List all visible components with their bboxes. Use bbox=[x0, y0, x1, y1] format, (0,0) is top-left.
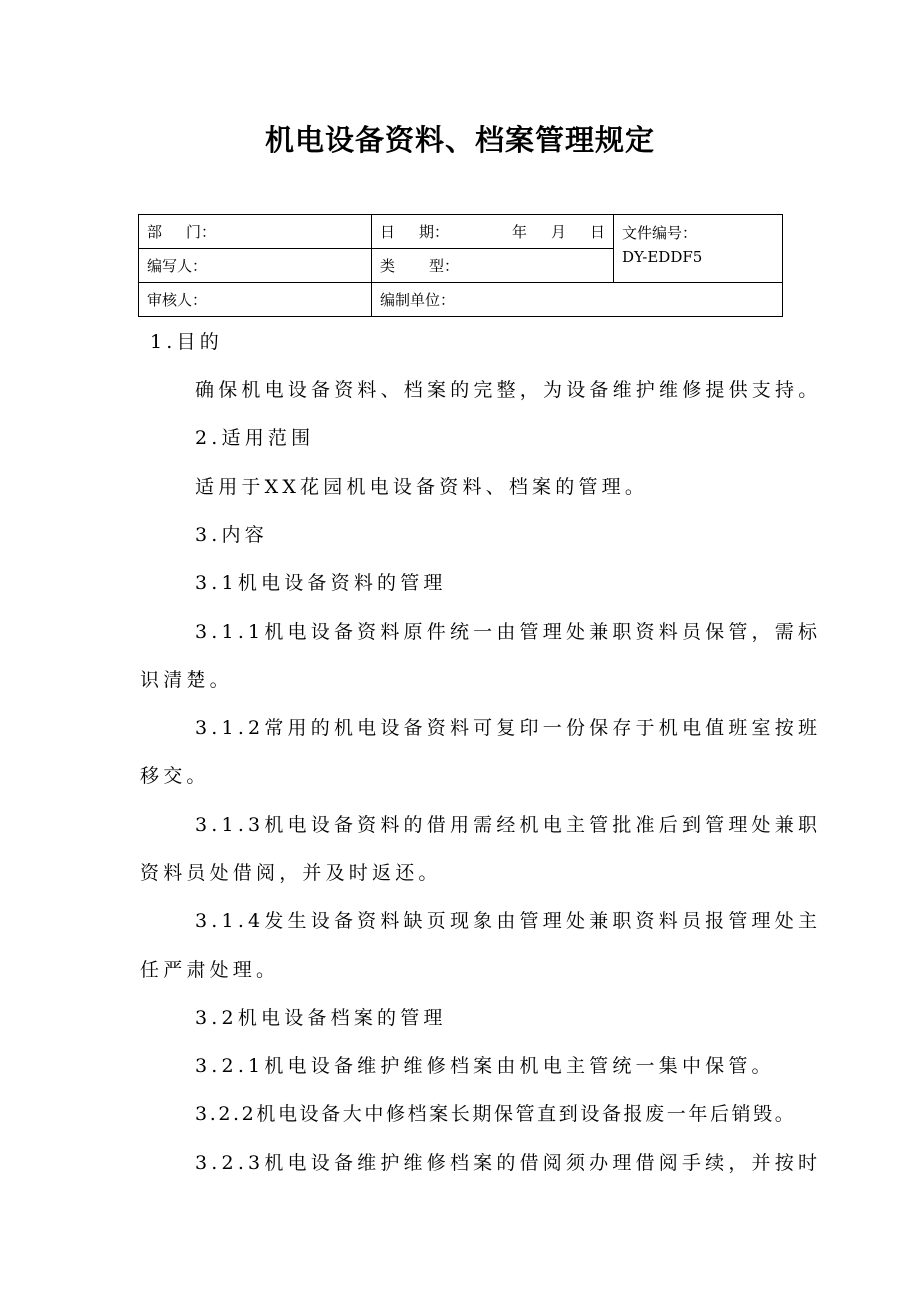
date-day: 日 bbox=[589, 223, 605, 241]
section-1-text: 确保机电设备资料、档案的完整，为设备维护维修提供支持。 bbox=[195, 379, 822, 401]
date-label-suffix: 期： bbox=[419, 223, 450, 241]
unit-cell bbox=[372, 283, 783, 317]
writer-cell bbox=[139, 249, 372, 283]
section-3-heading: 3.内容 bbox=[195, 524, 268, 546]
type-cell bbox=[372, 249, 614, 283]
date-label: 日 bbox=[380, 223, 396, 241]
doc-number-cell bbox=[614, 215, 783, 283]
clause-3-1-3-line-2: 资料员处借阅，并及时返还。 bbox=[140, 862, 442, 884]
doc-number-value: DY-EDDF5 bbox=[622, 248, 703, 266]
clause-3-1-2-line-2: 移交。 bbox=[140, 765, 210, 787]
unit-label: 编制单位： bbox=[380, 291, 456, 309]
type-label: 类 bbox=[380, 257, 396, 275]
document-info-table bbox=[138, 214, 783, 317]
reviewer-label: 审核人： bbox=[147, 291, 208, 309]
dept-label: 部 bbox=[147, 223, 163, 241]
reviewer-cell bbox=[139, 283, 372, 317]
clause-3-1-1-line-2: 识清楚。 bbox=[140, 669, 233, 691]
clause-3-2-2: 3.2.2机电设备大中修档案长期保管直到设备报废一年后销毁。 bbox=[195, 1103, 797, 1125]
date-month: 月 bbox=[550, 223, 566, 241]
type-label-suffix: 型： bbox=[429, 257, 460, 275]
doc-number-label: 文件编号： bbox=[622, 224, 698, 242]
clause-3-1-4-line-2: 任严肃处理。 bbox=[140, 959, 280, 981]
date-cell bbox=[372, 215, 614, 249]
document-title: 机电设备资料、档案管理规定 bbox=[264, 123, 655, 157]
section-3-2-heading: 3.2机电设备档案的管理 bbox=[195, 1007, 447, 1029]
clause-3-1-2-line-1: 3.1.2常用的机电设备资料可复印一份保存于机电值班室按班 bbox=[195, 717, 822, 739]
writer-label: 编写人： bbox=[147, 257, 208, 275]
section-2-heading: 2.适用范围 bbox=[195, 427, 315, 449]
dept-label-suffix: 门： bbox=[186, 223, 217, 241]
section-1-heading: 1.目的 bbox=[150, 331, 223, 353]
clause-3-1-3-line-1: 3.1.3机电设备资料的借用需经机电主管批准后到管理处兼职 bbox=[195, 814, 822, 836]
date-year: 年 bbox=[511, 223, 527, 241]
clause-3-2-1: 3.2.1机电设备维护维修档案由机电主管统一集中保管。 bbox=[195, 1055, 775, 1077]
clause-3-2-3-line-1: 3.2.3机电设备维护维修档案的借阅须办理借阅手续，并按时 bbox=[195, 1152, 822, 1174]
clause-3-1-1-line-1: 3.1.1机电设备资料原件统一由管理处兼职资料员保管，需标 bbox=[195, 621, 822, 643]
section-3-1-heading: 3.1机电设备资料的管理 bbox=[195, 572, 447, 594]
section-2-text: 适用于XX花园机电设备资料、档案的管理。 bbox=[195, 476, 649, 498]
dept-cell bbox=[139, 215, 372, 249]
clause-3-1-4-line-1: 3.1.4发生设备资料缺页现象由管理处兼职资料员报管理处主 bbox=[195, 910, 822, 932]
